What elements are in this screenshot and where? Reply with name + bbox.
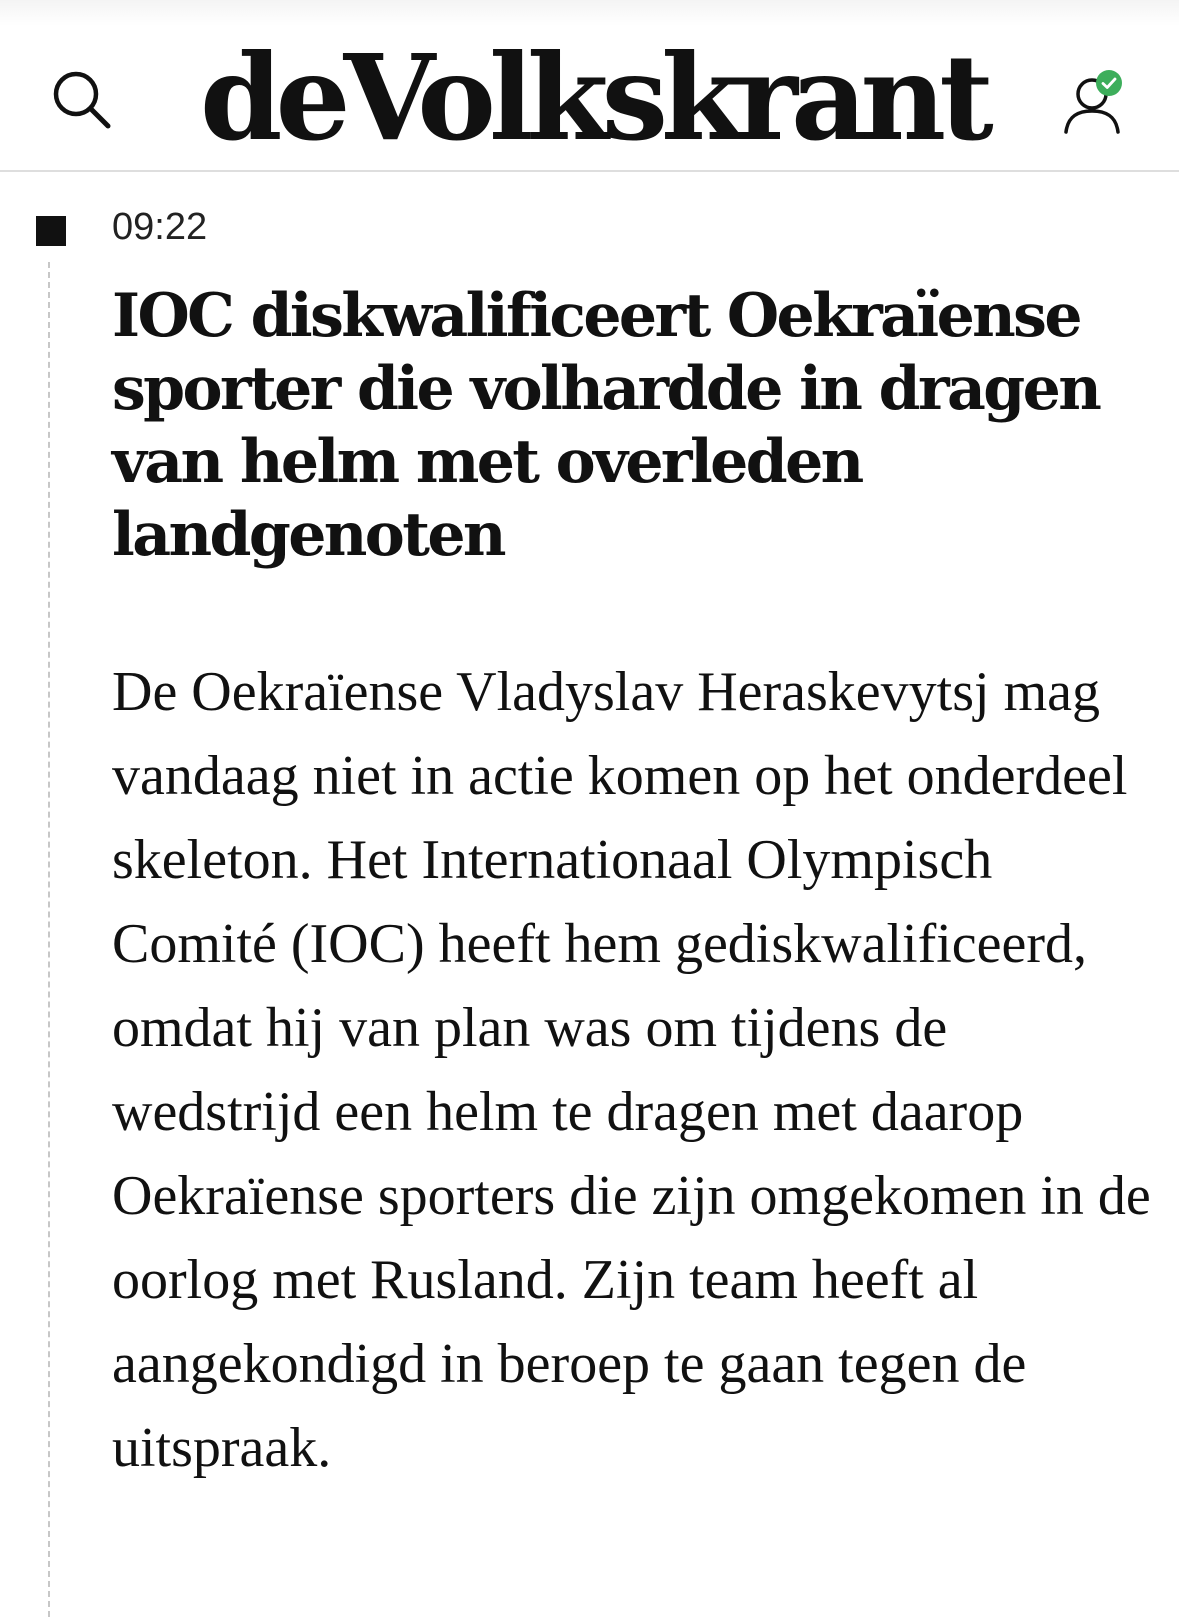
timeline-line [48,262,50,1617]
site-logo[interactable]: deVolkskrant [200,28,987,167]
search-icon [44,62,122,140]
article-headline[interactable]: IOC diskwalificeert Oekraïense sporter die volhardde in dragen van helm met overleden landgenoten [112,281,1100,570]
account-button[interactable] [1052,66,1132,146]
article-body: De Oekraïense Vladyslav Heraskevytsj mag vandaag niet in actie komen op het onderdeel skeleton. Het Internationaal Olympisch Comité (IOC) heeft hem gediskwalificeerd, omdat hij van plan was om tijdens de wedstrijd een helm te dragen met daarop Oekraïense sporters die zijn omgekomen in de oorlog met Rusland. Zijn team heeft al aangekondigd in beroep te gaan tegen de uitspraak. [112,661,1151,1479]
site-header [0,0,1179,172]
timeline-marker [36,216,66,246]
search-button[interactable] [44,62,122,140]
article-timestamp: 09:22 [112,206,208,248]
checkmark-icon [1096,70,1122,96]
